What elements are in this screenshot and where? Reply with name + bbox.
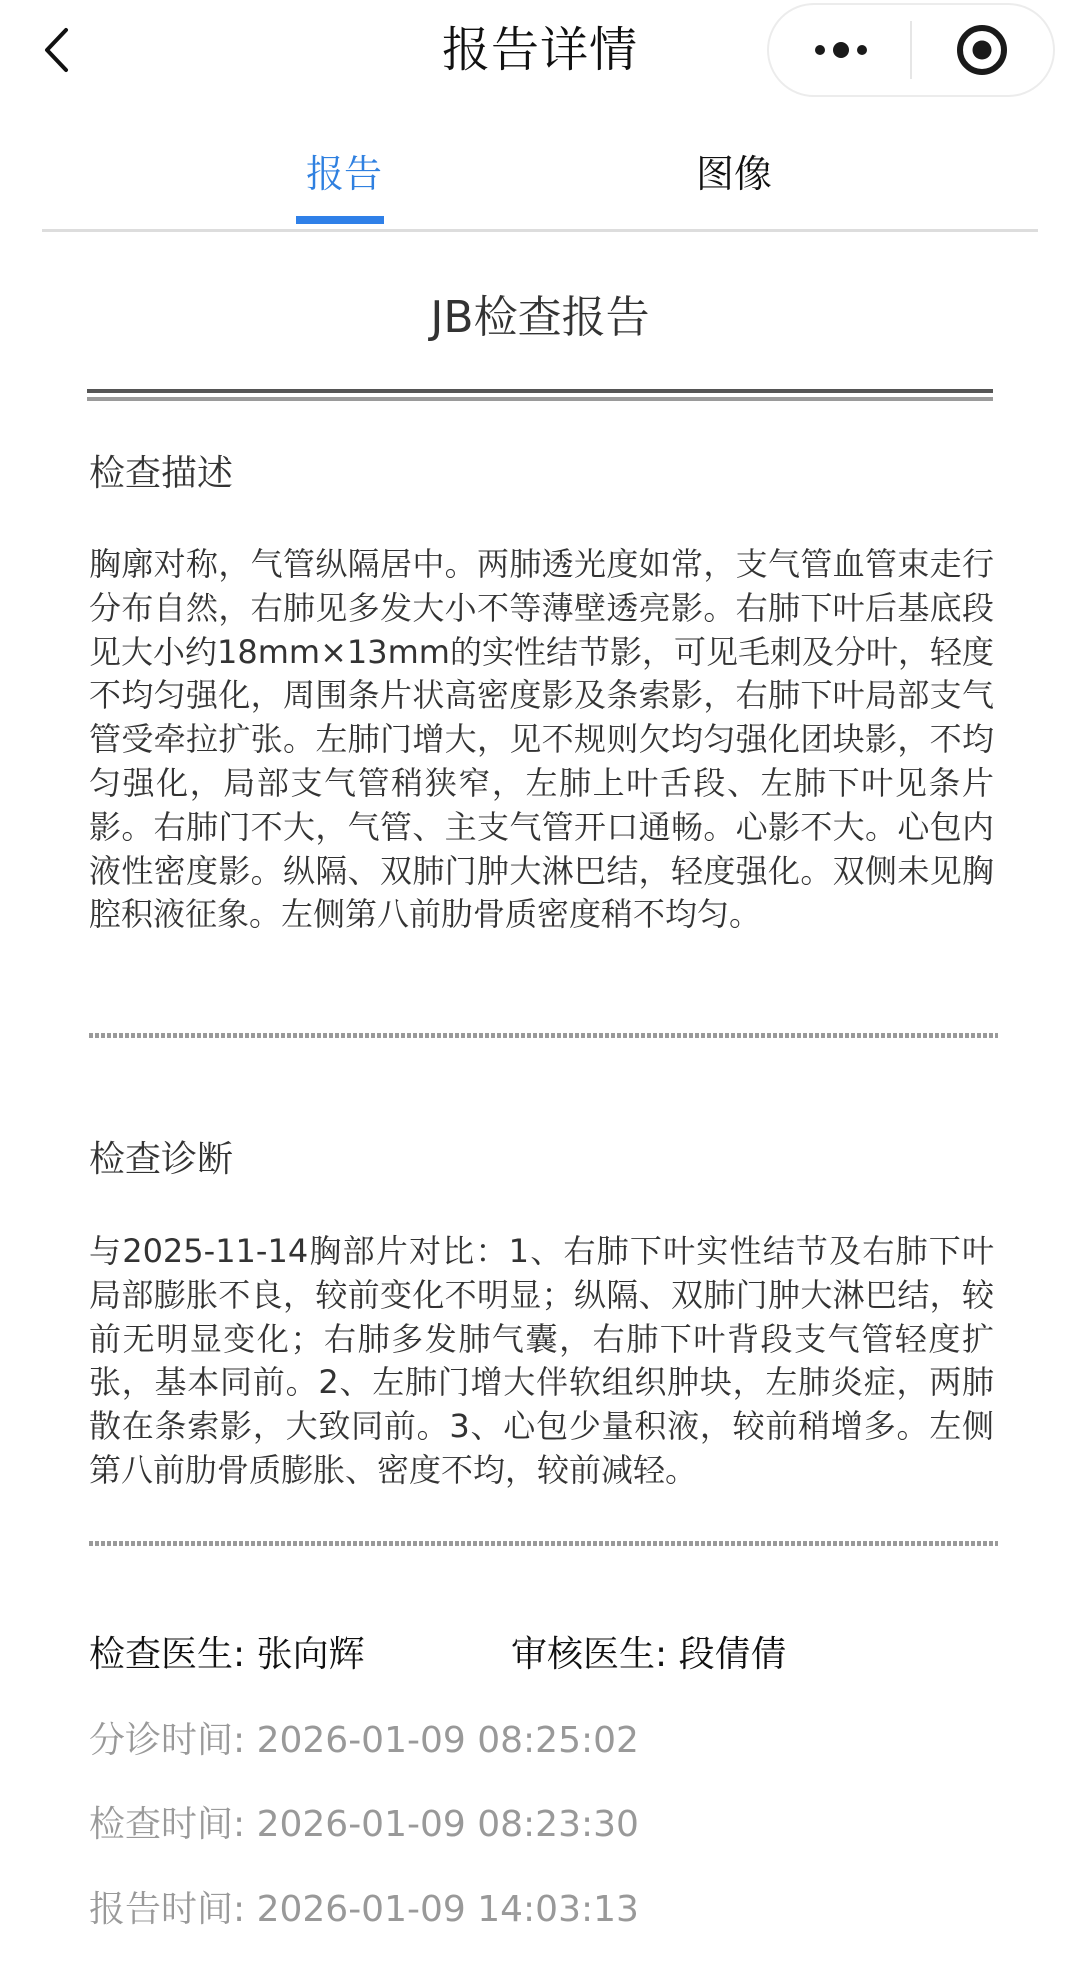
doctors-row xyxy=(89,1633,365,1677)
report-time-label: 报告时间: xyxy=(89,1889,257,1930)
description-heading: 检查描述 xyxy=(89,453,234,494)
section-divider xyxy=(89,1541,998,1546)
tab-bar xyxy=(42,140,1038,232)
close-mini-program-button[interactable] xyxy=(912,5,1053,95)
nav-bar xyxy=(0,0,1080,100)
review-doctor-name: 段倩倩 xyxy=(678,1634,787,1675)
triage-time-label: 分诊时间: xyxy=(89,1720,257,1761)
exam-doctor-label: 检查医生: xyxy=(89,1634,257,1675)
diagnosis-text: 与2025-11-14胸部片对比：1、右肺下叶实性结节及右肺下叶局部膨胀不良，较前变化不明显；纵隔、双肺门肿大淋巴结，较前无明显变化；右肺多发肺气囊，右肺下叶背段支气管轻度扩张，基本同前。2、左肺门增大伴软组织肿块，左肺炎症，两肺散在条索影，大致同前。3、心包少量积液，较前稍增多。左侧第八前肋骨质膨胀、密度不均，较前减轻。 xyxy=(89,1232,994,1489)
diagnosis-heading: 检查诊断 xyxy=(89,1139,234,1180)
active-tab-indicator xyxy=(296,216,384,224)
review-doctor-row xyxy=(511,1633,787,1677)
tab-report[interactable]: 报告 xyxy=(306,152,383,196)
section-divider xyxy=(89,1033,998,1038)
triage-time-value: 2026-01-09 08:25:02 xyxy=(256,1720,639,1761)
target-circle-icon xyxy=(954,22,1010,78)
review-doctor-label: 审核医生: xyxy=(511,1634,679,1675)
page-title: 报告详情 xyxy=(441,22,638,78)
exam-time-label: 检查时间: xyxy=(89,1804,257,1845)
report-title: JB检查报告 xyxy=(430,292,650,343)
exam-doctor-name: 张向辉 xyxy=(256,1634,365,1675)
exam-time-row xyxy=(89,1803,639,1847)
title-divider xyxy=(87,389,993,401)
mini-program-capsule xyxy=(767,3,1055,97)
tab-images[interactable]: 图像 xyxy=(696,152,773,196)
description-text: 胸廓对称，气管纵隔居中。两肺透光度如常，支气管血管束走行分布自然，右肺见多发大小不等薄壁透亮影。右肺下叶后基底段见大小约18mm×13mm的实性结节影，可见毛刺及分叶，轻度不均匀强化，周围条片状高密度影及条索影，右肺下叶局部支气管受牵拉扩张。左肺门增大，见不规则欠均匀强化团块影，不均匀强化，局部支气管稍狭窄，左肺上叶舌段、左肺下叶见条片影。右肺门不大，气管、主支气管开口通畅。心影不大。心包内液性密度影。纵隔、双肺门肿大淋巴结，轻度强化。双侧未见胸腔积液征象。左侧第八前肋骨质密度稍不均匀。 xyxy=(89,545,994,934)
report-time-row xyxy=(89,1888,639,1932)
more-dots-icon xyxy=(808,38,872,62)
triage-time-row xyxy=(89,1719,639,1763)
exam-time-value: 2026-01-09 08:23:30 xyxy=(256,1804,639,1845)
more-button[interactable] xyxy=(769,5,910,95)
report-time-value: 2026-01-09 14:03:13 xyxy=(256,1889,639,1930)
